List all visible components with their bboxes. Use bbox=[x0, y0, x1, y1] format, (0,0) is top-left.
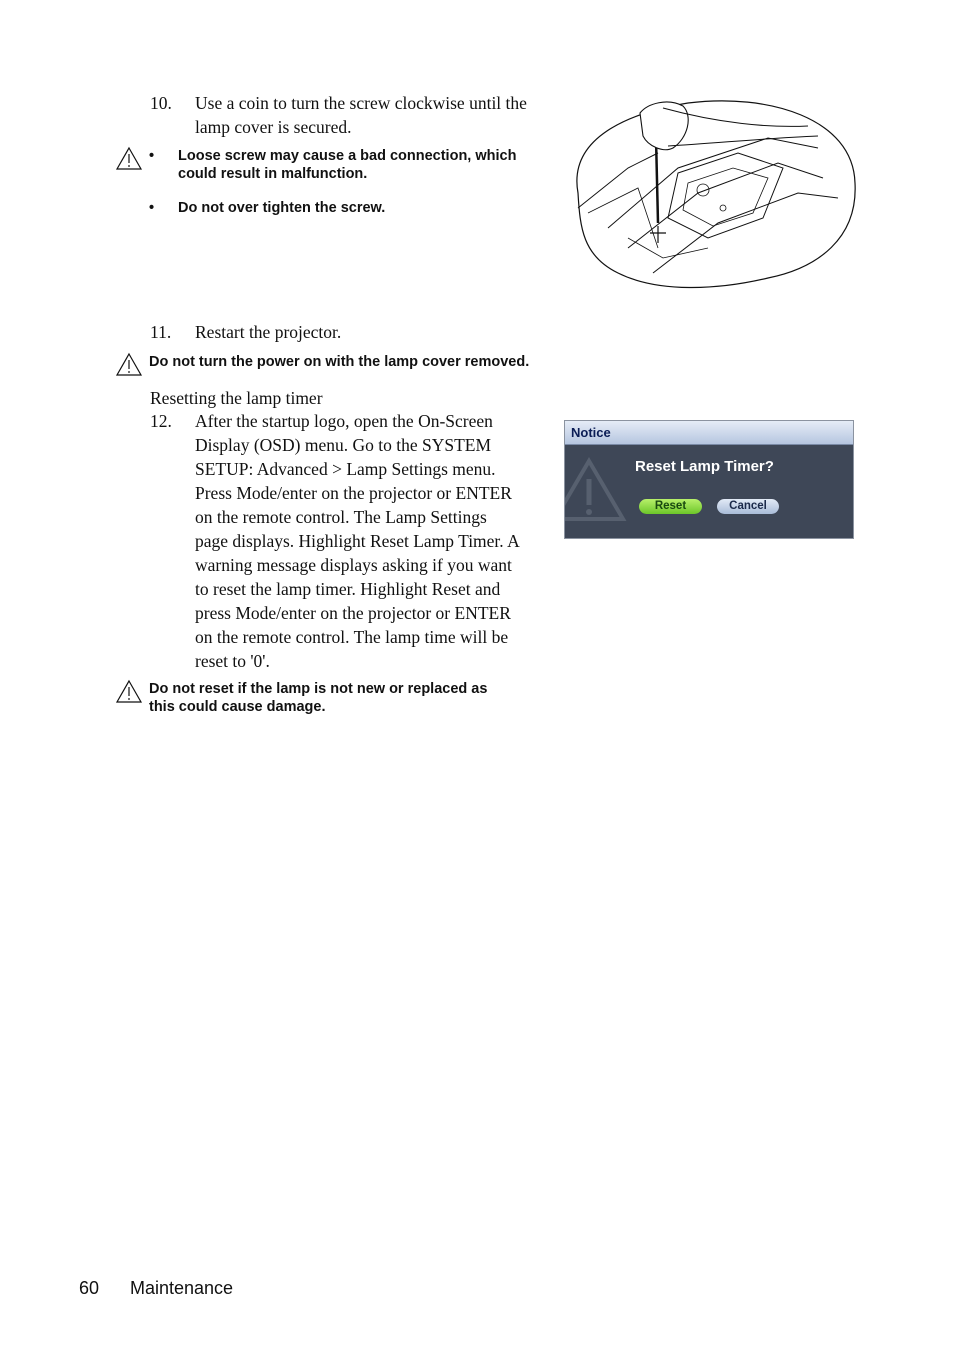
caution-1-bullet-1 bbox=[178, 147, 568, 183]
step-12-line bbox=[195, 601, 555, 625]
step-12-line bbox=[195, 457, 555, 481]
menu-term: Lamp Settings bbox=[346, 459, 448, 479]
step-12-line bbox=[195, 577, 555, 601]
caution-text: could result in malfunction. bbox=[178, 166, 368, 182]
text: on the projector or bbox=[316, 603, 455, 623]
page-number: 60 bbox=[79, 1278, 100, 1298]
footer-section: Maintenance bbox=[130, 1278, 234, 1298]
cancel-button[interactable]: Cancel bbox=[717, 499, 779, 514]
warning-icon bbox=[115, 146, 143, 171]
menu-term: Lamp Settings bbox=[385, 507, 487, 527]
caution-3 bbox=[149, 680, 549, 716]
caution-text: Do not reset if the lamp is not new or replaced as bbox=[149, 681, 488, 697]
step-12-line: reset to '0'. bbox=[195, 651, 270, 671]
text: on the remote control. The bbox=[195, 507, 386, 527]
osd-title: Notice bbox=[565, 421, 853, 445]
step-12-line bbox=[195, 529, 555, 553]
caution-text: this could cause damage. bbox=[149, 699, 326, 715]
warning-icon bbox=[115, 352, 143, 377]
step-12-number: 12. bbox=[150, 411, 172, 431]
bullet: • bbox=[149, 148, 155, 164]
step-11-number: 11. bbox=[150, 322, 172, 342]
text: on the projector or bbox=[317, 483, 456, 503]
step-11-text: Restart the projector. bbox=[195, 322, 342, 342]
caution-text: Loose screw may cause a bad connection, which bbox=[178, 148, 517, 164]
step-12-line: After the startup logo, open the On-Screen bbox=[195, 411, 493, 431]
menu-term: Mode/enter bbox=[235, 603, 317, 623]
text: . A bbox=[499, 531, 520, 551]
step-10-text bbox=[195, 91, 565, 139]
caution-1-bullet-2: Do not over tighten the screw. bbox=[178, 200, 386, 216]
step-12-line: on the remote control. The lamp time will be bbox=[195, 627, 509, 647]
step-12-line bbox=[195, 433, 555, 457]
menu-term: ENTER bbox=[455, 483, 512, 503]
menu-term: Mode/enter bbox=[236, 483, 317, 503]
step-12-text bbox=[195, 409, 555, 673]
warning-icon bbox=[565, 453, 627, 525]
menu-term: SYSTEM bbox=[422, 435, 492, 455]
text: page displays. Highlight bbox=[195, 531, 370, 551]
text: > bbox=[327, 459, 347, 479]
step-10-line1: Use a coin to turn the screw clockwise until the bbox=[195, 93, 527, 113]
osd-message: Reset Lamp Timer? bbox=[635, 458, 774, 475]
menu-term: ENTER bbox=[454, 603, 511, 623]
menu-term: Reset bbox=[431, 579, 471, 599]
step-12-line bbox=[195, 481, 555, 505]
text: and bbox=[470, 579, 501, 599]
warning-icon bbox=[115, 679, 143, 704]
text: menu. bbox=[447, 459, 496, 479]
menu-term: SETUP: Advanced bbox=[195, 459, 328, 479]
text: Display (OSD) menu. Go to the bbox=[195, 435, 422, 455]
step-10-number: 10. bbox=[150, 93, 172, 113]
text: Press bbox=[195, 483, 237, 503]
bullet: • bbox=[149, 200, 155, 216]
lamp-cover-screw-illustration bbox=[568, 98, 858, 293]
text: to reset the lamp timer. Highlight bbox=[195, 579, 432, 599]
step-12-line: warning message displays asking if you want bbox=[195, 555, 512, 575]
step-10-line2: lamp cover is secured. bbox=[195, 117, 352, 137]
menu-term: Reset Lamp Timer bbox=[369, 531, 500, 551]
caution-2: Do not turn the power on with the lamp cover removed. bbox=[149, 354, 530, 370]
osd-notice-dialog bbox=[564, 420, 854, 539]
reset-button[interactable]: Reset bbox=[639, 499, 702, 514]
section-heading: Resetting the lamp timer bbox=[150, 388, 323, 408]
step-12-line bbox=[195, 505, 555, 529]
text: press bbox=[195, 603, 236, 623]
